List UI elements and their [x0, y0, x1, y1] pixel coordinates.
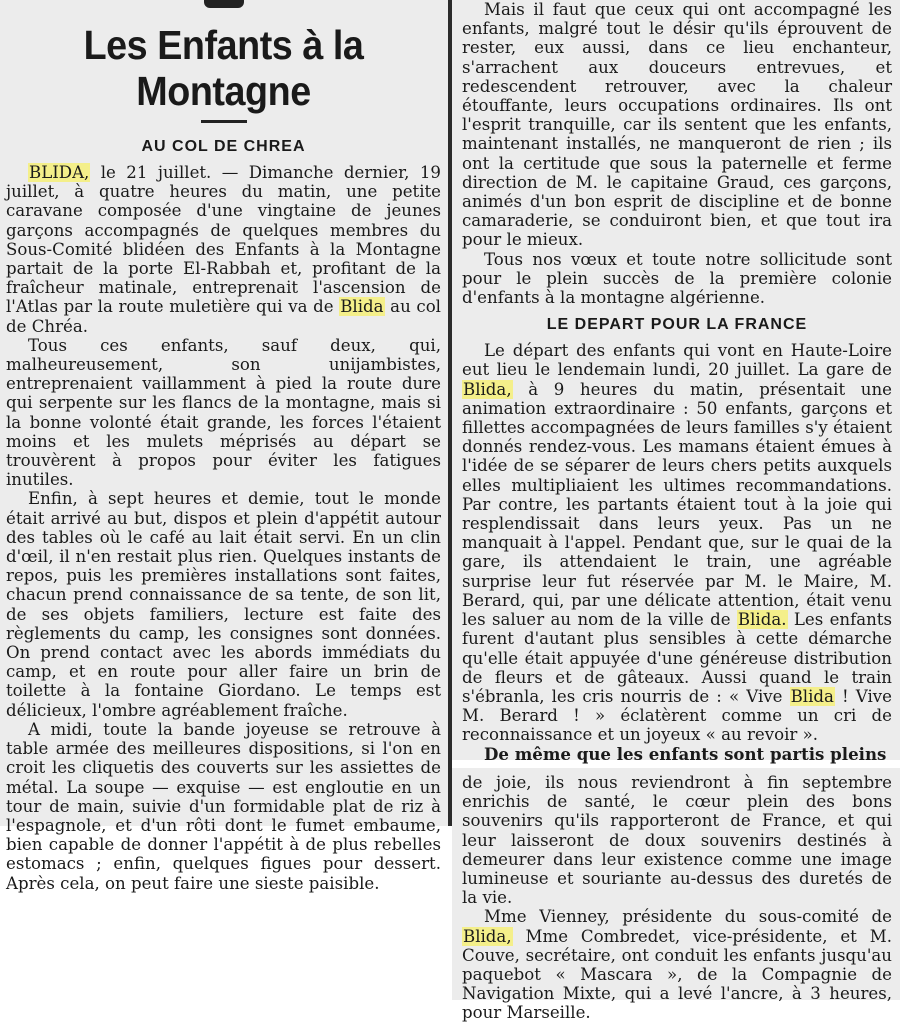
paragraph: de joie, ils nous reviendront à fin septembre enrichis de santé, le cœur plein des bons souvenirs qu'ils rapporteront de France, et qui leur laisseront de doux souvenirs destinés à demeurer dans leur existence comme une image lumineuse et souriante au-dessus des duretés de la vie. — [462, 773, 892, 908]
paragraph: Enfin, à sept heures et demie, tout le monde était arrivé au but, dispos et plein d'appétit autour des tables où le café au lait était servi. En un clin d'œil, il n'en restait plus rien. Quelques instants de repos, puis les premières installations sont faites, chacun prend connaissance de sa tente, de son lit, de ses objets familiers, lecture est faite des règlements du camp, les consignes sont données. On prend contact avec les abords immédiats du camp, et en route pour aller faire un brin de toilette à la fontaine Giordano. Le temps est délicieux, l'ombre agréablement fraîche. — [6, 489, 441, 720]
section-heading-depart: LE DEPART POUR LA FRANCE — [546, 316, 808, 334]
paragraph: Mme Vienney, présidente du sous-comité de Blida, Mme Combredet, vice-présidente, et M. Couve, secrétaire, ont conduit les enfants jusqu'au paquebot « Mascara », de la Compagnie de Navigation Mixte, qui a levé l'ancre, à 3 heures, pour Marseille. — [462, 907, 892, 1023]
paragraph: Tous ces enfants, sauf deux, qui, malheureusement, son unijambistes, entreprenaient vaillamment à pied la route dure qui serpente sur les flancs de la montagne, mais si la bonne volonté était grande, les forces l'étaient moins et les mulets méprisés au départ se trouvèrent à propos pour éviter les fatigues inutiles. — [6, 335, 441, 490]
section-heading-chrea: AU COL DE CHREA — [141, 138, 306, 155]
paragraph: Tous nos vœux et toute notre sollicitude sont pour le plein succès de la première colonie d'enfants à la montagne algérienne. — [462, 249, 892, 308]
paragraph: A midi, toute la bande joyeuse se retrouve à table armée des meilleures dispositions, si l'on en croit les cliquetis des couverts sur les assiettes de métal. La soupe — exquise — est engloutie en un tour de main, suivie d'un formidable plat de riz à l'espagnole, et d'un rôti dont le fumet embaume, bien capable de donner l'appétit à de plus rebelles estomacs ; enfin, quelques figues pour dessert. Après cela, on peut faire une sieste paisible. — [6, 719, 441, 893]
highlight-blida: Blida, — [463, 926, 512, 946]
highlight-blida: Blida. — [737, 610, 787, 630]
highlight-blida: Blida, — [463, 379, 512, 399]
left-column — [0, 0, 448, 893]
top-ornament — [6, 0, 441, 10]
paragraph: BLIDA, le 21 juillet. — Dimanche dernier, 19 juillet, à quatre heures du matin, une petite caravane composée d'une vingtaine de jeunes garçons accompagnés de quelques membres du Sous-Comité blidéen des Enfants à la Montagne partait de la porte El-Rabbah et, profitant de la fraîcheur matinale, entreprenait l'ascension de l'Atlas par la route muletière qui va de Blida au col de Chréa. — [6, 163, 441, 336]
paragraph: De même que les enfants sont partis pleins — [484, 743, 887, 764]
right-column-top — [452, 0, 900, 764]
title-rule — [201, 120, 247, 123]
highlight-blida: Blida — [340, 297, 384, 317]
right-column-bottom — [452, 768, 900, 1023]
highlight-blida: Blida — [790, 686, 834, 706]
paragraph: Mais il faut que ceux qui ont accompagné les enfants, malgré tout le désir qu'ils éprouvent de rester, eux aussi, dans ce lieu enchanteur, s'arrachent aux douceurs entrevues, et redescendent retrouver, avec la chaleur étouffante, leurs occupations ordinaires. Ils ont l'esprit tranquille, car ils sentent que les enfants, maintenant installés, ne manqueront de rien ; ils ont la certitude que sous la paternelle et ferme direction de M. le capitaine Graud, ces garçons, animés d'un bon esprit de discipline et de bonne camaraderie, se conduiront bien, et que tout ira pour le mieux. — [462, 0, 892, 250]
highlight-blida: BLIDA, — [29, 163, 90, 182]
paragraph: Le départ des enfants qui vont en Haute-Loire eut lieu le lendemain lundi, 20 juillet. La gare de Blida, à 9 heures du matin, présentait une animation extraordinaire : 50 enfants, garçons et fillettes accompagnées de leurs familles s'y étaient donnés rendez-vous. Les mamans étaient émues à l'idée de se séparer de leurs chers petits auxquels elles multipliaient les ultimes recommandations. Par contre, les partants étaient tout à la joie qui resplendissait dans leurs yeux. Pas un ne manquait à l'appel. Pendant que, sur le quai de la gare, ils attendaient le train, une agréable surprise leur fut réservée par M. le Maire, M. Berard, qui, par une délicate attention, était venu les saluer au nom de la ville de Blida. Les enfants furent d'autant plus sensibles à cette démarche qu'elle était appuyée d'une généreuse distribution de fleurs et de gâteaux. Aussi quand le train s'ébranla, les cris nourris de : « Vive Blida ! Vive M. Berard ! » éclatèrent comme un cri de reconnaissance et un joyeux « au revoir ». — [462, 341, 893, 745]
article-title: Les Enfants à la Montagne — [83, 22, 364, 114]
